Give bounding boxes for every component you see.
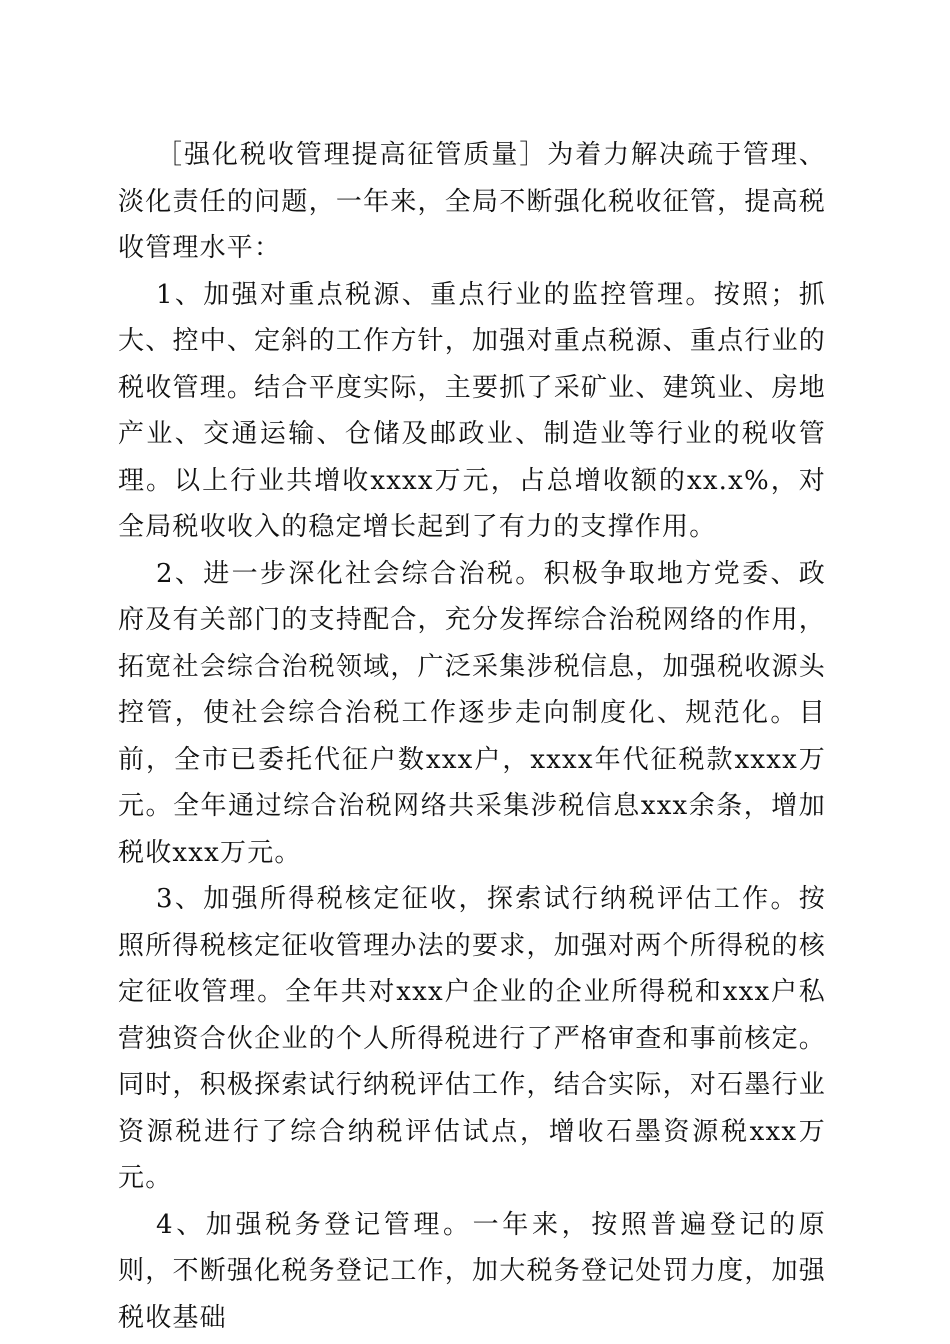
paragraph-item-1: 1、加强对重点税源、重点行业的监控管理。按照；抓大、控中、定斜的工作方针，加强对重点税源、重点行业的税收管理。结合平度实际，主要抓了采矿业、建筑业、房地产业、交通运输、仓储及邮政业、制造业等行业的税收管理。以上行业共增收xxxx万元，占总增收额的xx.x%，对全局税收收入的稳定增长起到了有力的支撑作用。 <box>118 279 826 542</box>
paragraph-item-3: 3、加强所得税核定征收，探索试行纳税评估工作。按照所得税核定征收管理办法的要求，加强对两个所得税的核定征收管理。全年共对xxx户企业的企业所得税和xxx户私营独资合伙企业的个人所得税进行了严格审查和事前核定。同时，积极探索试行纳税评估工作，结合实际，对石墨行业资源税进行了综合纳税评估试点，增收石墨资源税xxx万元。 <box>118 884 826 1193</box>
document-body <box>118 132 826 1341</box>
paragraph-intro: ［强化税收管理提高征管质量］为着力解决疏于管理、淡化责任的问题，一年来，全局不断强化税收征管，提高税收管理水平： <box>118 140 826 263</box>
paragraph-item-4: 4、加强税务登记管理。一年来，按照普遍登记的原则，不断强化税务登记工作，加大税务登记处罚力度，加强税收基础 <box>118 1209 826 1333</box>
paragraph-item-2: 2、进一步深化社会综合治税。积极争取地方党委、政府及有关部门的支持配合，充分发挥综合治税网络的作用，拓宽社会综合治税领域，广泛采集涉税信息，加强税收源头控管，使社会综合治税工作逐步走向制度化、规范化。目前，全市已委托代征户数xxx户，xxxx年代征税款xxxx万元。全年通过综合治税网络共采集涉税信息xxx余条，增加税收xxx万元。 <box>118 558 826 868</box>
